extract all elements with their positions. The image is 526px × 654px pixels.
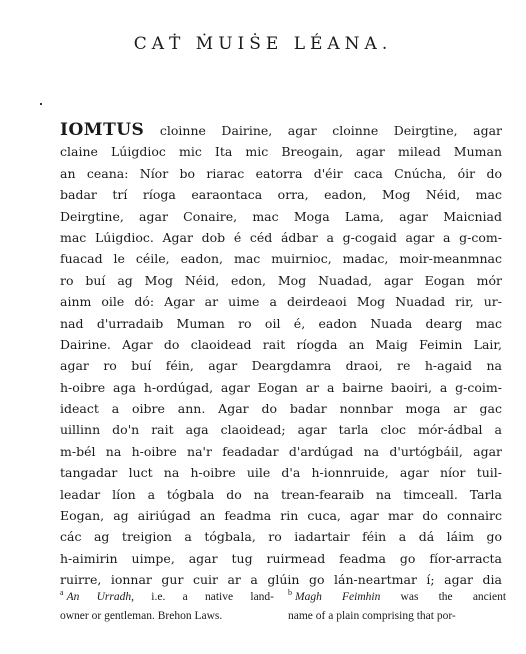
body-line-text: cloinne Dairine, agar cloinne Deirgtine, agar — [159, 123, 502, 138]
body-line — [60, 291, 502, 312]
body-line — [60, 120, 502, 141]
body-line-text: badar trí ríoga earaontaca orra, eadon, Mog Néid, mac — [60, 187, 502, 203]
footnote-a-line1: i.e. a native land- — [151, 590, 274, 603]
footnote-b-term: Magh Feimhin — [295, 590, 381, 603]
body-line — [60, 355, 502, 376]
body-line-text: h-oibre aga h-ordúgad, agar Eogan ar a bairne baoiri, a g-coim- — [60, 379, 502, 395]
body-line-text: ruirre, ionnar gur cuir ar a glúin go lán-neartmar í; agar dia — [60, 572, 502, 588]
body-line — [60, 526, 502, 547]
footnote-a-line2: owner or gentleman. Brehon Laws. — [60, 609, 223, 622]
body-line-text: uillinn do'n rait aga claoidead; agar tarla cloc mór-ádbal a — [60, 422, 502, 438]
body-line-text: ro buí ag Mog Néid, edon, Mog Nuadad, agar Eogan mór — [60, 272, 502, 288]
body-line — [60, 248, 502, 269]
body-line — [60, 484, 502, 505]
body-line-text: fuacad le céile, eadon, mac muirnioc, madac, moir-meanmnac — [60, 251, 502, 267]
footnote-b-mark: b — [288, 588, 292, 597]
body-line-text: h-aimirin uimpe, agar tug ruirmead feadma go fíor-arracta — [60, 550, 502, 566]
footnote-b-line2: name of a plain comprising that por- — [288, 609, 456, 622]
body-line-text: leadar líon a tógbala do na trean-fearaib na timceall. Tarla — [60, 486, 502, 502]
body-line — [60, 398, 502, 419]
margin-mark — [40, 103, 42, 105]
body-line — [60, 184, 502, 205]
body-line — [60, 441, 502, 462]
body-line — [60, 313, 502, 334]
body-line-text: Dairine. Agar do claoidead rait ríogda an Maig Feimin Lair, — [60, 336, 502, 352]
body-line-text: các ag treigion a tógbala, ro iadartair féin a dá láim go — [60, 529, 502, 545]
body-line — [60, 505, 502, 526]
body-line — [60, 141, 502, 162]
body-line-text: Deirgtine, agar Conaire, mac Moga Lama, agar Maicniad — [60, 208, 502, 224]
page-title: CAṪ ṀUIṠE LÉANA. — [133, 34, 393, 54]
body-line-text: an ceana: Níor bo riarac eatorra d'éir caca Cnúcha, óir do — [60, 165, 502, 181]
body-line — [60, 548, 502, 569]
body-text — [60, 120, 502, 591]
body-line — [60, 334, 502, 355]
body-line-text: claine Lúigdioc mic Ita mic Breogain, agar milead Muman — [60, 144, 502, 160]
body-line — [60, 270, 502, 291]
footnote-b-line1: was the ancient — [400, 590, 506, 603]
footnote-a — [60, 583, 274, 626]
body-line-text: nad d'urradaib Muman ro oil é, eadon Nuada dearg mac — [60, 315, 502, 331]
body-line-text: agar ro buí féin, agar Deargdamra draoi, re h-agaid na — [60, 358, 502, 374]
body-line — [60, 206, 502, 227]
body-line — [60, 377, 502, 398]
body-line-text: m-bél na h-oibre na'r feadadar d'ardúgad na d'urtógbáil, agar — [60, 443, 502, 459]
body-line-text: mac Lúigdioc. Agar dob é céd ádbar a g-cogaid agar a g-com- — [60, 229, 502, 245]
drop-cap: IOMTUS — [60, 120, 145, 140]
body-line — [60, 163, 502, 184]
footnote-a-mark: a — [60, 588, 64, 597]
body-line-text: tangadar luct na h-oibre uile d'a h-ionnruide, agar níor tuil- — [60, 465, 502, 481]
body-line-text: ideact a oibre ann. Agar do badar nonnbar moga ar gac — [60, 401, 502, 417]
body-line-text: Eogan, ag airiúgad an feadma rin cuca, agar mar do connairc — [60, 508, 502, 524]
body-line — [60, 227, 502, 248]
body-line — [60, 462, 502, 483]
body-line — [60, 419, 502, 440]
body-line-text: ainm oile dó: Agar ar uime a deirdeaoi Mog Nuadad rir, ur- — [60, 294, 502, 310]
footnote-b — [288, 583, 506, 626]
footnote-a-term: An Urradh, — [66, 590, 134, 603]
